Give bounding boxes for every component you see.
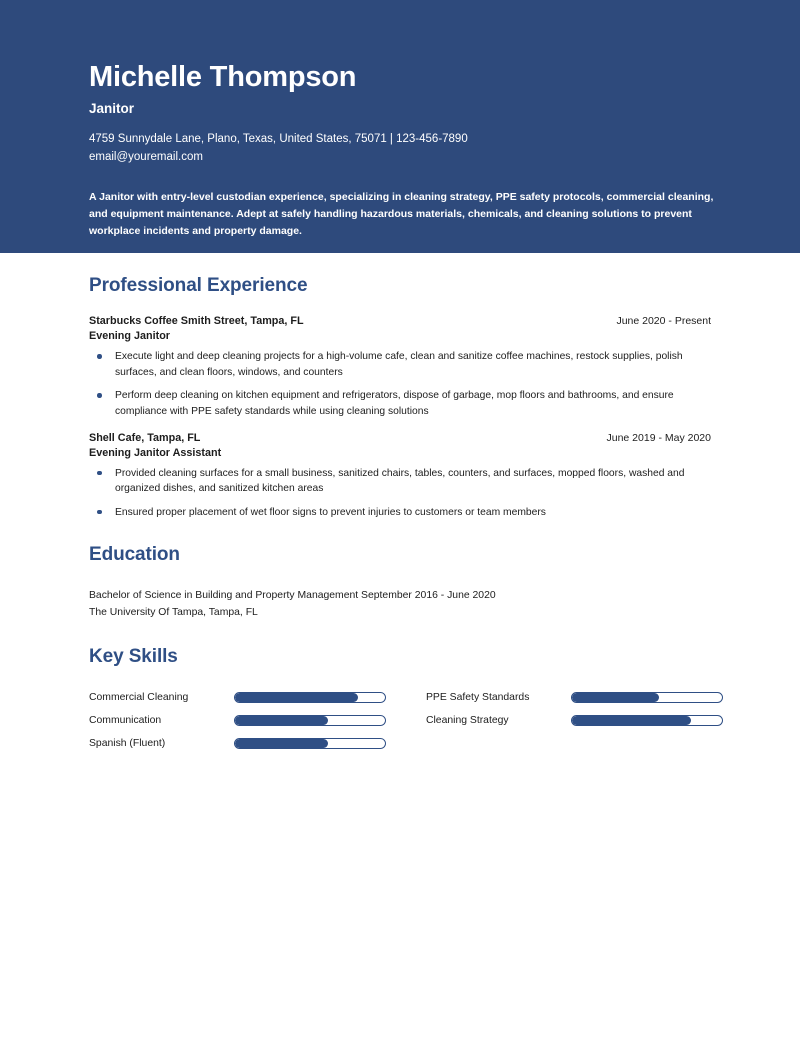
section-key-skills: [89, 646, 711, 759]
skill-row: [426, 690, 723, 705]
skill-level-fill: [572, 716, 691, 725]
skill-level-fill: [235, 716, 328, 725]
experience-entry-header: [89, 315, 711, 327]
skill-level-fill: [235, 693, 358, 702]
skills-column-right: [426, 690, 723, 759]
experience-entry: [89, 315, 711, 420]
list-item: Provided cleaning surfaces for a small business, sanitized chairs, tables, counters, and surfaces, mopped floors, washed and organized dishes, and sanitized kitchen areas: [89, 466, 711, 497]
section-professional-experience: [89, 275, 711, 520]
page-title: Michelle Thompson: [89, 61, 357, 93]
experience-entry-header: [89, 432, 711, 444]
list-item: Ensured proper placement of wet floor signs to prevent injuries to customers or team members: [89, 505, 711, 521]
education-degree: Bachelor of Science in Building and Property Management September 2016 - June 2020: [89, 590, 496, 602]
skill-row: [426, 713, 723, 728]
employer-name: Shell Cafe, Tampa, FL: [89, 431, 201, 444]
resume-header: [0, 0, 800, 253]
contact-address-phone: 4759 Sunnydale Lane, Plano, Texas, United States, 75071 | 123-456-7890: [89, 132, 468, 145]
skill-level-bar: [234, 738, 386, 749]
responsibility-list: [89, 466, 711, 521]
list-item: Execute light and deep cleaning projects for a high-volume cafe, clean and sanitize coffee machines, restock supplies, polish surfaces, and clean floors, windows, and counters: [89, 349, 711, 380]
employment-dates: June 2019 - May 2020: [606, 431, 711, 444]
responsibility-list: [89, 349, 711, 420]
skill-level-bar: [234, 692, 386, 703]
skill-label: Communication: [89, 715, 162, 727]
education-school: The University Of Tampa, Tampa, FL: [89, 607, 258, 619]
skill-level-bar: [234, 715, 386, 726]
skill-row: [89, 690, 386, 705]
skill-label: Spanish (Fluent): [89, 738, 166, 750]
job-role-title: Evening Janitor: [89, 330, 170, 342]
section-heading-skills: Key Skills: [89, 646, 178, 668]
section-education: [89, 544, 711, 622]
skill-level-fill: [235, 739, 328, 748]
skills-column-left: [89, 690, 386, 759]
contact-email[interactable]: email@youremail.com: [89, 150, 203, 163]
skill-row: [89, 713, 386, 728]
employment-dates: June 2020 - Present: [616, 315, 711, 327]
resume-body: [0, 253, 800, 759]
skill-label: Cleaning Strategy: [426, 715, 509, 727]
professional-summary: A Janitor with entry-level custodian experience, specializing in cleaning strategy, PPE safety protocols, commercial cleaning, and equipment maintenance. Adept at safely handling hazardous materials, chemicals, and cleaning solutions to prevent workplace incidents and property damage.: [89, 190, 714, 237]
header-job-title: Janitor: [89, 100, 135, 116]
skill-row: [89, 736, 386, 751]
section-heading-experience: Professional Experience: [89, 275, 308, 296]
job-role-title: Evening Janitor Assistant: [89, 446, 222, 459]
skills-grid: [89, 690, 711, 759]
skill-label: Commercial Cleaning: [89, 692, 189, 704]
skill-label: PPE Safety Standards: [426, 692, 530, 704]
skill-level-bar: [571, 692, 723, 703]
experience-entry: [89, 432, 711, 521]
employer-name: Starbucks Coffee Smith Street, Tampa, FL: [89, 315, 304, 327]
skill-level-fill: [572, 693, 659, 702]
list-item: Perform deep cleaning on kitchen equipment and refrigerators, dispose of garbage, mop floors and bathrooms, and ensure compliance with PPE safety standards while using cleaning solutions: [89, 388, 711, 419]
section-heading-education: Education: [89, 544, 180, 566]
skill-level-bar: [571, 715, 723, 726]
